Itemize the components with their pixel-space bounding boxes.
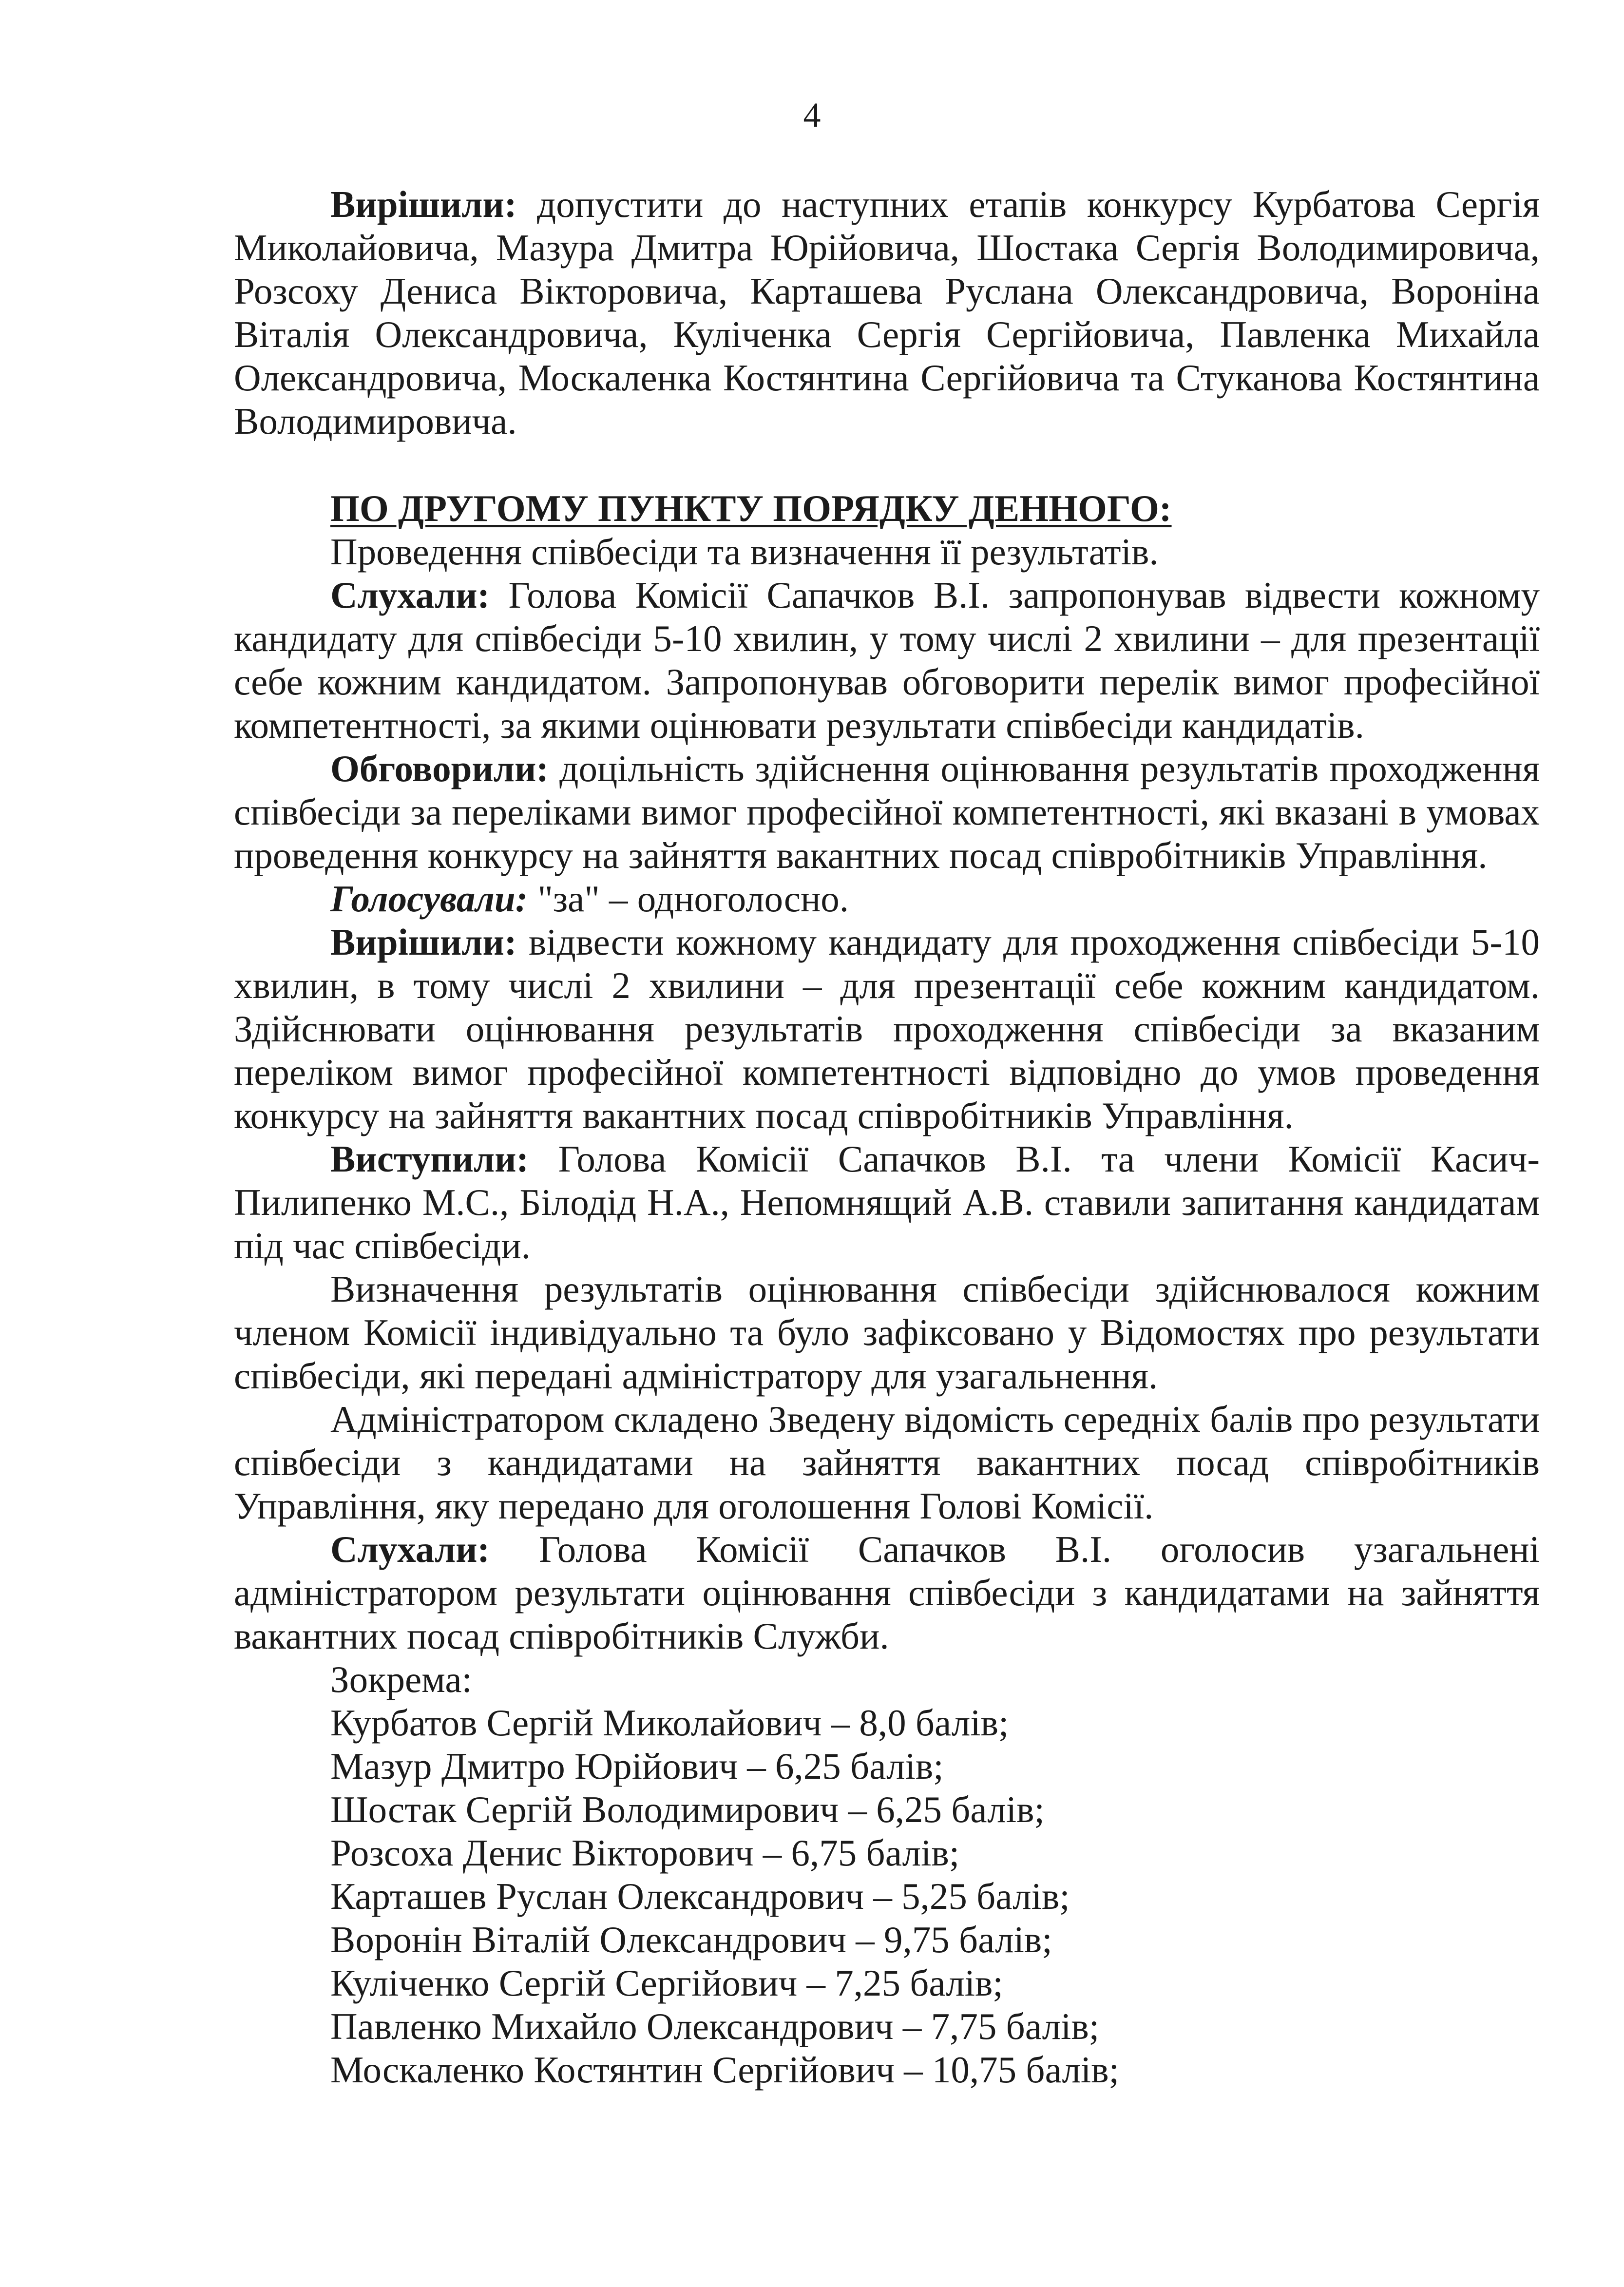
heard-label: Слухали: <box>330 574 490 616</box>
paragraph-decided-1 <box>234 183 1540 443</box>
list-item: Курбатов Сергій Миколайович – 8,0 балів; <box>330 1702 1009 1744</box>
scores-list <box>234 1701 1540 2092</box>
list-item: Шостак Сергій Володимирович – 6,25 балів; <box>330 1788 1045 1830</box>
paragraph-spoke <box>234 1137 1540 1268</box>
heard-text: Голова Комісії Сапачков В.І. оголосив узагальнені адміністратором результати оцінювання співбесіди з кандидатами на зайняття вакантних посад співробітників Служби. <box>234 1528 1540 1657</box>
spoke-label: Виступили: <box>330 1138 529 1180</box>
decided-text: відвести кожному кандидату для проходження співбесіди 5-10 хвилин, в тому числі 2 хвилини – для презентації себе кожним кандидатом. Здійснювати оцінювання результатів проходження співбесіди за вказаним переліком вимог професійної компетентності відповідно до умов проведення конкурсу на зайняття вакантних посад співробітників Управління. <box>234 921 1540 1136</box>
paragraph-heard-1 <box>234 574 1540 747</box>
list-intro: Зокрема: <box>330 1658 472 1700</box>
list-item: Павленко Михайло Олександрович – 7,75 балів; <box>330 2005 1100 2047</box>
decided-text: допустити до наступних етапів конкурсу Курбатова Сергія Миколайовича, Мазура Дмитра Юрійовича, Шостака Сергія Володимировича, Розсоху Дениса Вікторовича, Карташева Руслана Олександровича, Вороніна Віталія Олександровича, Куліченка Сергія Сергійовича, Павленка Михайла Олександровича, Москаленка Костянтина Сергійовича та Стуканова Костянтина Володимировича. <box>234 183 1540 442</box>
paragraph-decided-2 <box>234 921 1540 1137</box>
list-item: Воронін Віталій Олександрович – 9,75 балів; <box>330 1919 1052 1960</box>
discussed-label: Обговорили: <box>330 748 549 789</box>
section-heading: ПО ДРУГОМУ ПУНКТУ ПОРЯДКУ ДЕННОГО: <box>330 487 1172 529</box>
paragraph-discussed <box>234 747 1540 877</box>
heard-label: Слухали: <box>330 1528 490 1570</box>
decided-label: Вирішили: <box>330 921 517 963</box>
discussed-text: доцільність здійснення оцінювання результатів проходження співбесіди за переліками вимог професійної компетентності, які вказані в умовах проведення конкурсу на зайняття вакантних посад співробітників Управління. <box>234 748 1540 876</box>
paragraph-results-1: Визначення результатів оцінювання співбесіди здійснювалося кожним членом Комісії індивідуально та було зафіксовано у Відомостях про результати співбесіди, які передані адміністратору для узагальнення. <box>234 1268 1540 1397</box>
agenda-item: Проведення співбесіди та визначення її результатів. <box>330 531 1159 573</box>
heard-text: Голова Комісії Сапачков В.І. запропонував відвести кожному кандидату для співбесіди 5-10 хвилин, у тому числі 2 хвилини – для презентації себе кожним кандидатом. Запропонував обговорити перелік вимог професійної компетентності, за якими оцінювати результати співбесіди кандидатів. <box>234 574 1540 746</box>
list-item: Розсоха Денис Вікторович – 6,75 балів; <box>330 1832 960 1874</box>
list-item: Мазур Дмитро Юрійович – 6,25 балів; <box>330 1745 944 1787</box>
document-body <box>234 183 1540 2092</box>
list-item: Москаленко Костянтин Сергійович – 10,75 балів; <box>330 2049 1120 2091</box>
voted-text: "за" – одноголосно. <box>537 878 849 920</box>
decided-label: Вирішили: <box>330 183 517 225</box>
paragraph-voted <box>234 877 1540 921</box>
list-item: Карташев Руслан Олександрович – 5,25 балів; <box>330 1875 1070 1917</box>
paragraph-heard-2 <box>234 1528 1540 1658</box>
spoke-text: Голова Комісії Сапачков В.І. та члени Комісії Касич-Пилипенко М.С., Білодід Н.А., Непомнящий А.В. ставили запитання кандидатам під час співбесіди. <box>234 1138 1540 1267</box>
paragraph-results-2: Адміністратором складено Зведену відомість середніх балів про результати співбесіди з кандидатами на зайняття вакантних посад співробітників Управління, яку передано для оголошення Голові Комісії. <box>234 1398 1540 1527</box>
page-number: 4 <box>803 96 821 135</box>
list-item: Куліченко Сергій Сергійович – 7,25 балів; <box>330 1962 1003 2004</box>
voted-label: Голосували: <box>330 878 528 920</box>
